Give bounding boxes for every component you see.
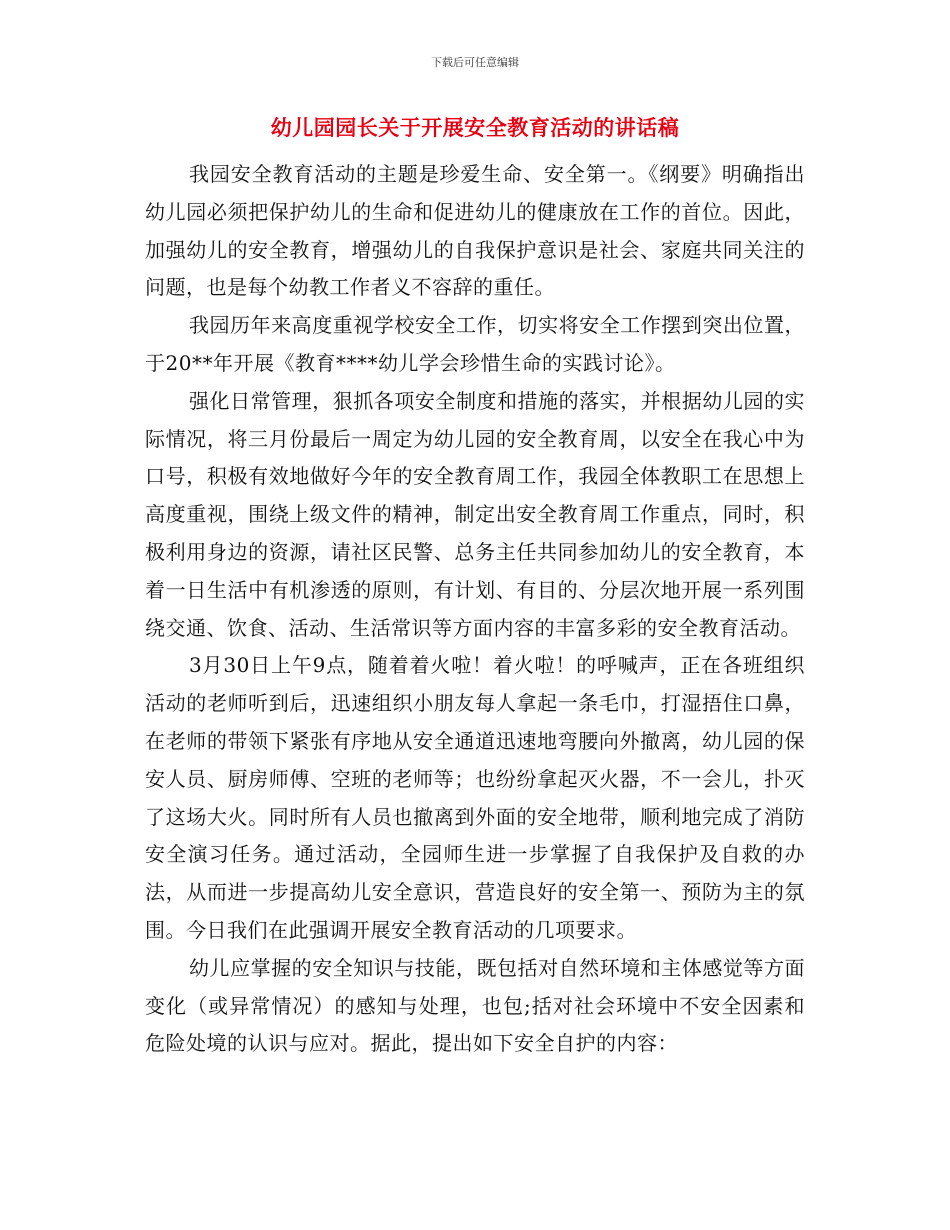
paragraph: 幼儿应掌握的安全知识与技能，既包括对自然环境和主体感觉等方面变化（或异常情况）的感知与处理，也包;括对社会环境中不安全因素和危险处境的认识与应对。据此，提出如下安全自护的内容： [145, 955, 805, 1056]
paragraph: 我园历年来高度重视学校安全工作，切实将安全工作摆到突出位置，于20**年开展《教育****幼儿学会珍惜生命的实践讨论》。 [145, 313, 805, 375]
paragraph: 我园安全教育活动的主题是珍爱生命、安全第一。《纲要》明确指出幼儿园必须把保护幼儿的生命和促进幼儿的健康放在工作的首位。因此，加强幼儿的安全教育，增强幼儿的自我保护意识是社会、家庭共同关注的问题，也是每个幼教工作者义不容辞的重任。 [145, 162, 805, 300]
document-title: 幼儿园园长关于开展安全教育活动的讲话稿 [270, 116, 680, 140]
document-body [145, 156, 805, 1063]
header-note: 下载后可任意编辑 [431, 56, 519, 69]
paragraph: 3月30日上午9点，随着着火啦！着火啦！的呼喊声，正在各班组织活动的老师听到后，迅速组织小朋友每人拿起一条毛巾，打湿捂住口鼻，在老师的带领下紧张有序地从安全通道迅速地弯腰向外撤离，幼儿园的保安人员、厨房师傅、空班的老师等；也纷纷拿起灭火器，不一会儿，扑灭了这场大火。同时所有人员也撤离到外面的安全地带，顺利地完成了消防安全演习任务。通过活动，全园师生进一步掌握了自我保护及自救的办法，从而进一步提高幼儿安全意识，营造良好的安全第一、预防为主的氛围。今日我们在此强调开展安全教育活动的几项要求。 [145, 653, 805, 942]
paragraph: 强化日常管理，狠抓各项安全制度和措施的落实，并根据幼儿园的实际情况，将三月份最后一周定为幼儿园的安全教育周，以安全在我心中为口号，积极有效地做好今年的安全教育周工作，我园全体教职工在思想上高度重视，围绕上级文件的精神，制定出安全教育周工作重点，同时，积极利用身边的资源，请社区民警、总务主任共同参加幼儿的安全教育，本着一日生活中有机渗透的原则，有计划、有目的、分层次地开展一系列围绕交通、饮食、活动、生活常识等方面内容的丰富多彩的安全教育活动。 [145, 388, 805, 640]
